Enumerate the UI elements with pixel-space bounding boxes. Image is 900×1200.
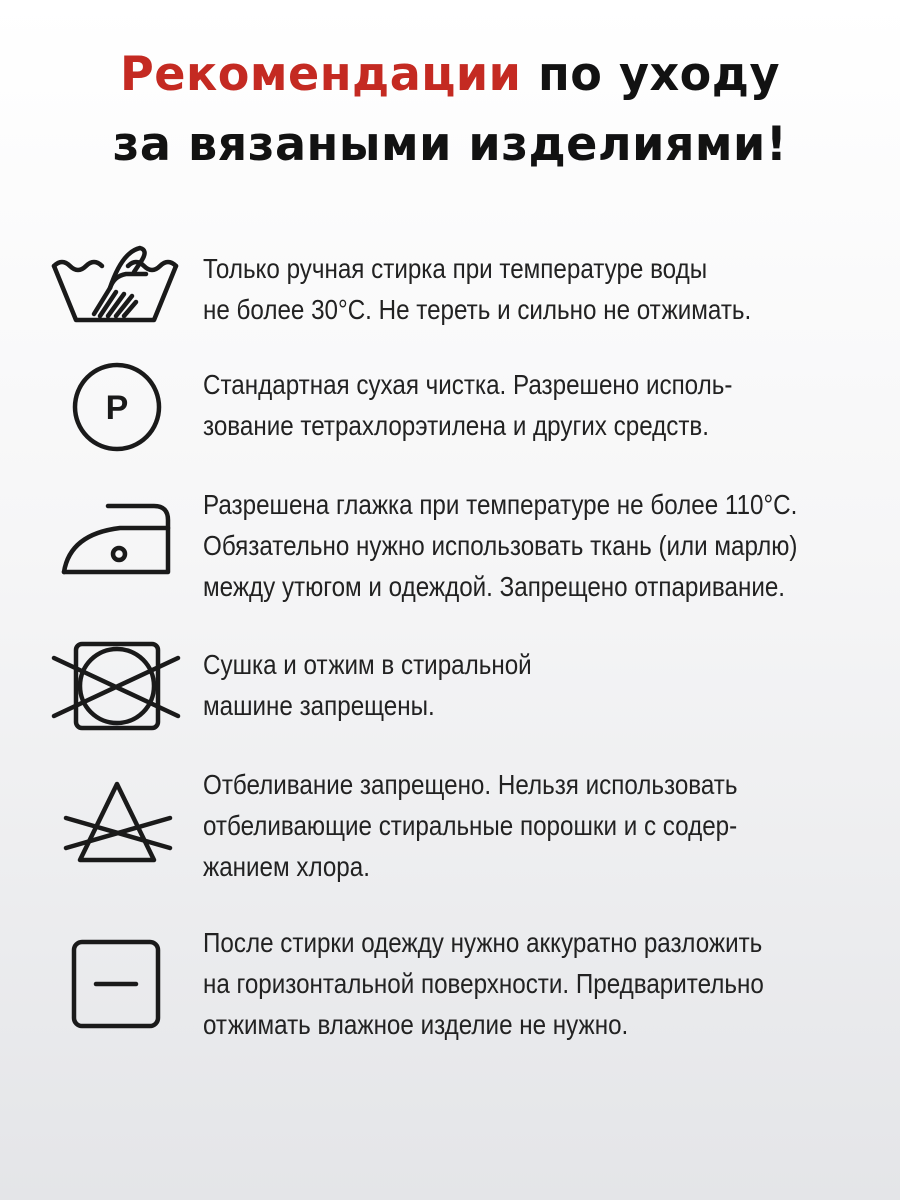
care-item-text: После стирки одежду нужно аккуратно разложить на горизонтальной поверхности. Предварительно отжимать влажное изделие не нужно. — [203, 927, 764, 1040]
dry-clean-letter: P — [105, 389, 129, 427]
do-not-tumble-dry-icon — [50, 636, 186, 746]
do-not-bleach-icon — [50, 780, 186, 890]
care-item-text: Разрешена глажка при температуре не более 110°С. Обязательно нужно использовать ткань (или марлю) между утюгом и одеждой. Запрещено отпаривание. — [203, 489, 798, 602]
care-item-text: Стандартная сухая чистка. Разрешено исполь- зование тетрахлорэтилена и других средств. — [203, 369, 733, 441]
title-line-1 — [9, 40, 891, 110]
care-item-text: Сушка и отжим в стиральной машине запрещены. — [203, 649, 532, 721]
care-item-text: Только ручная стирка при температуре воды не более 30°С. Не тереть и сильно не отжимать. — [203, 253, 752, 325]
hand-wash-icon — [50, 236, 186, 346]
title-accent: Рекомендации — [119, 47, 522, 102]
title-line-2: за вязаными изделиями! — [112, 117, 788, 172]
dry-flat-icon — [50, 938, 186, 1048]
title-rest: по уходу — [521, 47, 780, 102]
care-item-text: Отбеливание запрещено. Нельзя использовать отбеливающие стиральные порошки и с содер- жанием хлора. — [203, 769, 738, 882]
iron-one-dot-icon — [50, 494, 186, 604]
page-title — [9, 40, 891, 180]
dry-clean-p-icon — [50, 360, 186, 470]
